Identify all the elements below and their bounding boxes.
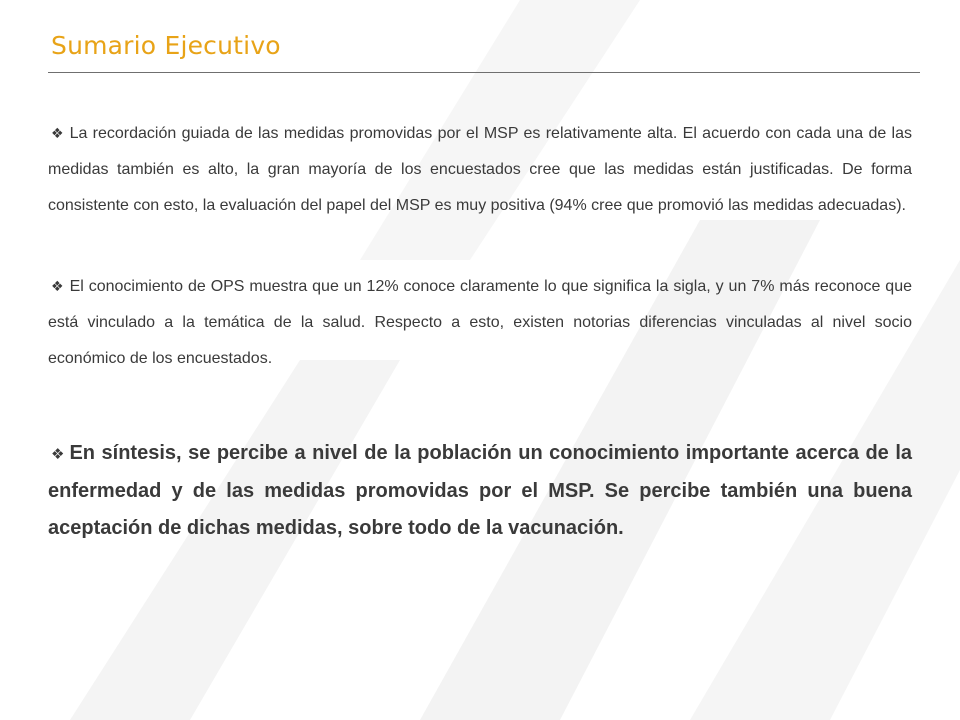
bullet-paragraph-summary: [48, 435, 912, 547]
slide-title: Sumario Ejecutivo: [51, 31, 281, 60]
summary-paragraph-text: En síntesis, se percibe a nivel de la población un conocimiento importante acerca de la enfermedad y de las medidas promovidas por el MSP. Se percibe también una buena aceptación de dichas medidas, sobre todo de la vacunación.: [48, 442, 912, 539]
bullet-paragraph-1: [48, 116, 912, 224]
diamond-bullet-icon: ❖: [51, 279, 64, 295]
bullet-paragraph-2: [48, 269, 912, 377]
diamond-bullet-icon: ❖: [51, 126, 64, 142]
diamond-bullet-icon: ❖: [51, 445, 65, 463]
paragraph-1-text: La recordación guiada de las medidas promovidas por el MSP es relativamente alta. El acuerdo con cada una de las medidas también es alto, la gran mayoría de los encuestados cree que las medidas están justificadas. De forma consistente con esto, la evaluación del papel del MSP es muy positiva (94% cree que promovió las medidas adecuadas).: [48, 125, 912, 214]
paragraph-2-text: El conocimiento de OPS muestra que un 12% conoce claramente lo que significa la sigla, y un 7% más reconoce que está vinculado a la temática de la salud. Respecto a esto, existen notorias diferencias vinculadas al nivel socio económico de los encuestados.: [48, 278, 912, 367]
title-divider: [48, 72, 920, 73]
